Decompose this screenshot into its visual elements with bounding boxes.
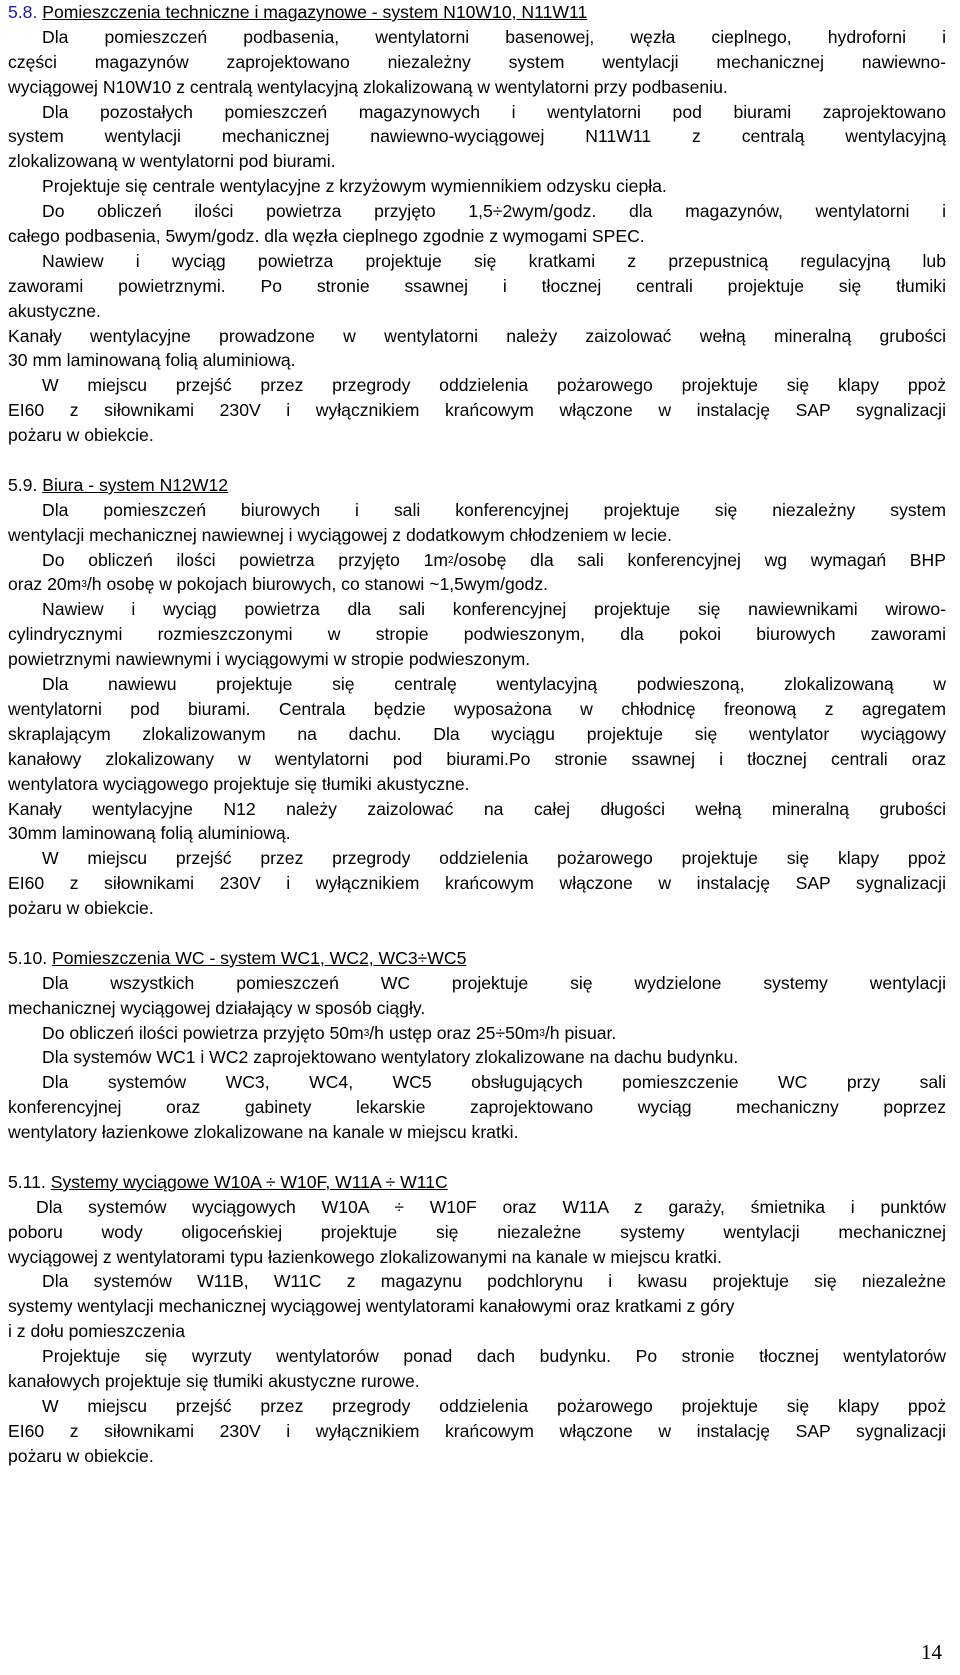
section-heading-5-10 xyxy=(8,946,946,971)
paragraph-line xyxy=(8,1021,946,1046)
paragraph-line: Dla systemów WC3, WC4, WC5 obsługujących pomieszczenie WC przy sali xyxy=(42,1072,946,1093)
paragraph-line: Projektuje się wyrzuty wentylatorów ponad dach budynku. Po stronie tłocznej wentylatorów xyxy=(42,1346,946,1367)
paragraph-line: EI60 z siłownikami 230V i wyłącznikiem krańcowym włączone w instalację SAP sygnalizacji xyxy=(8,400,946,421)
paragraph-line: W miejscu przejść przez przegrody oddzielenia pożarowego projektuje się klapy ppoż xyxy=(42,375,946,396)
paragraph-line: i z dołu pomieszczenia xyxy=(8,1321,186,1342)
paragraph-line: system wentylacji mechanicznej nawiewno-wyciągowej N11W11 z centralą wentylacyjną xyxy=(8,126,946,147)
paragraph-line: wentylatora wyciągowego projektuje się tłumiki akustyczne. xyxy=(8,773,470,794)
section-title: Systemy wyciągowe W10A ÷ W10F, W11A ÷ W11C xyxy=(50,1171,448,1192)
section-title: Pomieszczenia techniczne i magazynowe - system N10W10, N11W11 xyxy=(42,2,588,22)
page-number: 14 xyxy=(921,1640,942,1664)
section-heading-5-11 xyxy=(8,1170,946,1195)
text-run: /h osobę w pokojach biurowych, co stanowi ~1,5wym/godz. xyxy=(86,574,549,595)
section-number: 5.9. xyxy=(8,474,38,495)
paragraph-line: kanałowych projektuje się tłumiki akustyczne rurowe. xyxy=(8,1370,420,1391)
paragraph-line: zlokalizowaną w wentylatorni pod biurami. xyxy=(8,151,336,172)
paragraph-line: wyciągowej N10W10 z centralą wentylacyjną zlokalizowaną w wentylatorni przy podbaseniu. xyxy=(8,76,728,97)
paragraph-line: poboru wody oligoceńskiej projektuje się niezależne systemy wentylacji mechanicznej xyxy=(8,1221,946,1242)
superscript: 3 xyxy=(363,1027,370,1039)
paragraph-line: skraplającym zlokalizowanym na dachu. Dla wyciągu projektuje się wentylator wyciągowy xyxy=(8,723,946,744)
paragraph-line: EI60 z siłownikami 230V i wyłącznikiem krańcowym włączone w instalację SAP sygnalizacji xyxy=(8,873,946,894)
paragraph-line: całego podbasenia, 5wym/godz. dla węzła cieplnego zgodnie z wymogami SPEC. xyxy=(8,226,645,247)
paragraph-line xyxy=(8,548,946,573)
paragraph-line: konferencyjnej oraz gabinety lekarskie zaprojektowano wyciąg mechaniczny poprzez xyxy=(8,1097,946,1118)
paragraph-line: wentylatorni pod biurami. Centrala będzie wyposażona w chłodnicę freonową z agregatem xyxy=(8,698,946,719)
paragraph-line: Dla systemów W11B, W11C z magazynu podchlorynu i kwasu projektuje się niezależne xyxy=(42,1271,946,1292)
paragraph-line: EI60 z siłownikami 230V i wyłącznikiem krańcowym włączone w instalację SAP sygnalizacji xyxy=(8,1420,946,1441)
paragraph-line: wentylatory łazienkowe zlokalizowane na kanale w miejscu kratki. xyxy=(8,1122,519,1143)
superscript: 3 xyxy=(81,579,87,591)
paragraph-line: pożaru w obiekcie. xyxy=(8,425,154,446)
text-run: Do obliczeń ilości powietrza przyjęto 1m xyxy=(42,549,449,570)
paragraph-line: powietrznymi nawiewnymi i wyciągowymi w stropie podwieszonym. xyxy=(8,649,531,670)
section-heading-5-9 xyxy=(8,473,946,498)
text-run: oraz 20m xyxy=(8,574,82,595)
paragraph-line: Dla pomieszczeń podbasenia, wentylatorni basenowej, węzła cieplnego, hydroforni i xyxy=(42,26,946,47)
paragraph-line: Nawiew i wyciąg powietrza dla sali konferencyjnej projektuje się nawiewnikami wirowo- xyxy=(42,599,946,620)
paragraph-line: Dla pozostałych pomieszczeń magazynowych i wentylatorni pod biurami zaprojektowano xyxy=(42,101,946,122)
paragraph-line: Dla wszystkich pomieszczeń WC projektuje się wydzielone systemy wentylacji xyxy=(42,972,946,993)
paragraph-line: Kanały wentylacyjne N12 należy zaizolować na całej długości wełną mineralną grubości xyxy=(8,798,946,819)
paragraph-line: zaworami powietrznymi. Po stronie ssawnej i tłocznej centrali projektuje się tłumiki xyxy=(8,275,946,296)
text-run: /osobę dla sali konferencyjnej wg wymagań BHP xyxy=(453,549,946,570)
paragraph-line: części magazynów zaprojektowano niezależny system wentylacji mechanicznej nawiewno- xyxy=(8,51,946,72)
paragraph-line: akustyczne. xyxy=(8,300,101,321)
paragraph-line: Do obliczeń ilości powietrza przyjęto 1,5÷2wym/godz. dla magazynów, wentylatorni i xyxy=(42,201,946,222)
paragraph-line: Kanały wentylacyjne prowadzone w wentylatorni należy zaizolować wełną mineralną grubości xyxy=(8,325,946,346)
paragraph-line: Projektuje się centrale wentylacyjne z krzyżowym wymiennikiem odzysku ciepła. xyxy=(42,176,667,197)
paragraph-line: cylindrycznymi rozmieszczonymi w stropie podwieszonym, dla pokoi biurowych zaworami xyxy=(8,624,946,645)
paragraph-line: Dla pomieszczeń biurowych i sali konferencyjnej projektuje się niezależny system xyxy=(42,499,946,520)
paragraph-line: mechanicznej wyciągowej działający w sposób ciągły. xyxy=(8,997,426,1018)
paragraph-line xyxy=(8,572,946,597)
paragraph-line: kanałowy zlokalizowany w wentylatorni pod biurami.Po stronie ssawnej i tłocznej centrali oraz xyxy=(8,748,946,769)
text-run: /h ustęp oraz 25÷50m xyxy=(369,1022,540,1043)
paragraph-line: wentylacji mechanicznej nawiewnej i wyciągowej z dodatkowym chłodzeniem w lecie. xyxy=(8,524,672,545)
section-number: 5.11. xyxy=(8,1171,46,1192)
paragraph-line: 30 mm laminowaną folią aluminiową. xyxy=(8,350,296,371)
text-run: Do obliczeń ilości powietrza przyjęto 50m xyxy=(42,1022,364,1043)
paragraph-line: systemy wentylacji mechanicznej wyciągowej wentylatorami kanałowymi oraz kratkami z góry xyxy=(8,1296,735,1317)
paragraph-line: Nawiew i wyciąg powietrza projektuje się kratkami z przepustnicą regulacyjną lub xyxy=(42,250,946,271)
paragraph-line: Dla systemów wyciągowych W10A ÷ W10F oraz W11A z garaży, śmietnika i punktów xyxy=(36,1196,946,1217)
section-number: 5.8. xyxy=(8,2,38,22)
paragraph-line: pożaru w obiekcie. xyxy=(8,898,154,919)
section-title: Biura - system N12W12 xyxy=(42,474,229,495)
paragraph-line: wyciągowej z wentylatorami typu łazienkowego zlokalizowanymi na kanale w miejscu kratki. xyxy=(8,1246,722,1267)
paragraph-line: Dla systemów WC1 i WC2 zaprojektowano wentylatory zlokalizowane na dachu budynku. xyxy=(42,1047,739,1068)
section-title: Pomieszczenia WC - system WC1, WC2, WC3÷WC5 xyxy=(52,947,467,968)
document-page xyxy=(8,0,946,1469)
paragraph-line: Dla nawiewu projektuje się centralę wentylacyjną podwieszoną, zlokalizowaną w xyxy=(42,674,946,695)
paragraph-line: pożaru w obiekcie. xyxy=(8,1445,154,1466)
section-number: 5.10. xyxy=(8,947,48,968)
paragraph-line: W miejscu przejść przez przegrody oddzielenia pożarowego projektuje się klapy ppoż xyxy=(42,848,946,869)
superscript: 3 xyxy=(539,1027,545,1039)
paragraph-line: 30mm laminowaną folią aluminiową. xyxy=(8,823,291,844)
paragraph-line: W miejscu przejść przez przegrody oddzielenia pożarowego projektuje się klapy ppoż xyxy=(42,1395,946,1416)
section-heading-5-8 xyxy=(8,0,946,25)
text-run: /h pisuar. xyxy=(544,1022,617,1043)
superscript: 2 xyxy=(448,554,454,566)
